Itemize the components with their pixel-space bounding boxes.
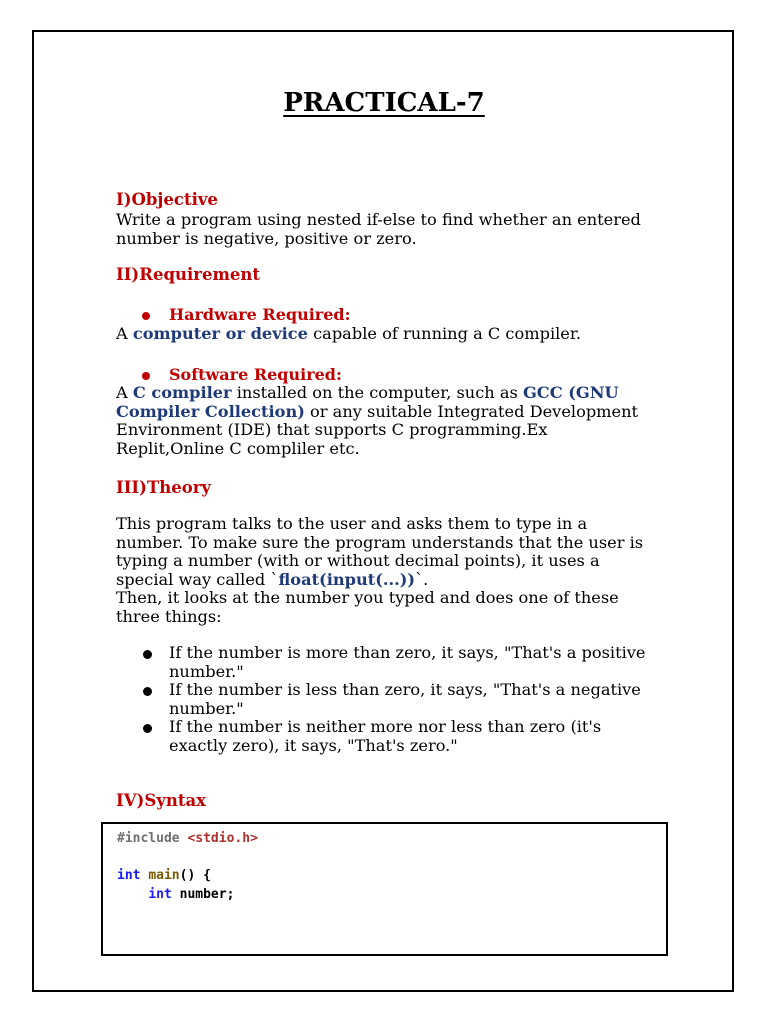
bullet-icon [143, 687, 152, 696]
objective-heading: I)Objective [116, 190, 218, 209]
software-text: A C compiler installed on the computer, such as GCC (GNU Compiler Collection) or any suitable Integrated Development Environment (IDE) that supports C programming.Ex Replit,Online C compliler etc. [116, 383, 639, 458]
code-main-rest: () { [179, 868, 211, 883]
theory-highlight: float(input(...)) [278, 569, 416, 589]
list-item: If the number is more than zero, it says, "That's a positive number." [116, 644, 656, 681]
code-include-directive: #include [117, 831, 180, 846]
theory-heading: III)Theory [116, 478, 212, 497]
bullet-icon [143, 650, 152, 659]
list-item: If the number is neither more nor less than zero (it's exactly zero), it says, "That's zero." [116, 718, 656, 755]
bullet-icon [143, 724, 152, 733]
code-include-header: <stdio.h> [187, 831, 258, 846]
theory-paragraph-1: This program talks to the user and asks them to type in a number. To make sure the program understands that the user is typing a number (with or without decimal points), it uses a special way called `float(input(...))`. [116, 514, 644, 589]
hardware-label: Hardware Required: [169, 306, 351, 325]
code-block [101, 822, 668, 956]
code-decl-rest: number; [171, 886, 235, 902]
code-decl-type: int [148, 886, 172, 902]
software-label: Software Required: [169, 366, 342, 385]
theory-paragraph-2: Then, it looks at the number you typed and does one of these three things: [116, 588, 619, 626]
list-item: If the number is less than zero, it says, "That's a negative number." [116, 681, 656, 718]
bullet-icon [142, 372, 150, 380]
software-highlight-compiler: C compiler [132, 383, 232, 402]
syntax-heading: IV)Syntax [116, 791, 206, 810]
requirement-heading: II)Requirement [116, 265, 261, 284]
code-main-function: main [148, 868, 180, 883]
theory-bullet-list [116, 644, 656, 755]
objective-text: Write a program using nested if-else to find whether an entered number is negative, positive or zero. [116, 210, 641, 248]
code-main-type: int [117, 868, 141, 883]
hardware-text: A computer or device capable of running a C compiler. [116, 324, 581, 343]
bullet-icon [142, 312, 150, 320]
page-title: PRACTICAL-7 [283, 88, 485, 118]
software-highlight-gcc: GCC (GNU Compiler Collection) [116, 383, 619, 421]
hardware-highlight: computer or device [132, 324, 308, 343]
